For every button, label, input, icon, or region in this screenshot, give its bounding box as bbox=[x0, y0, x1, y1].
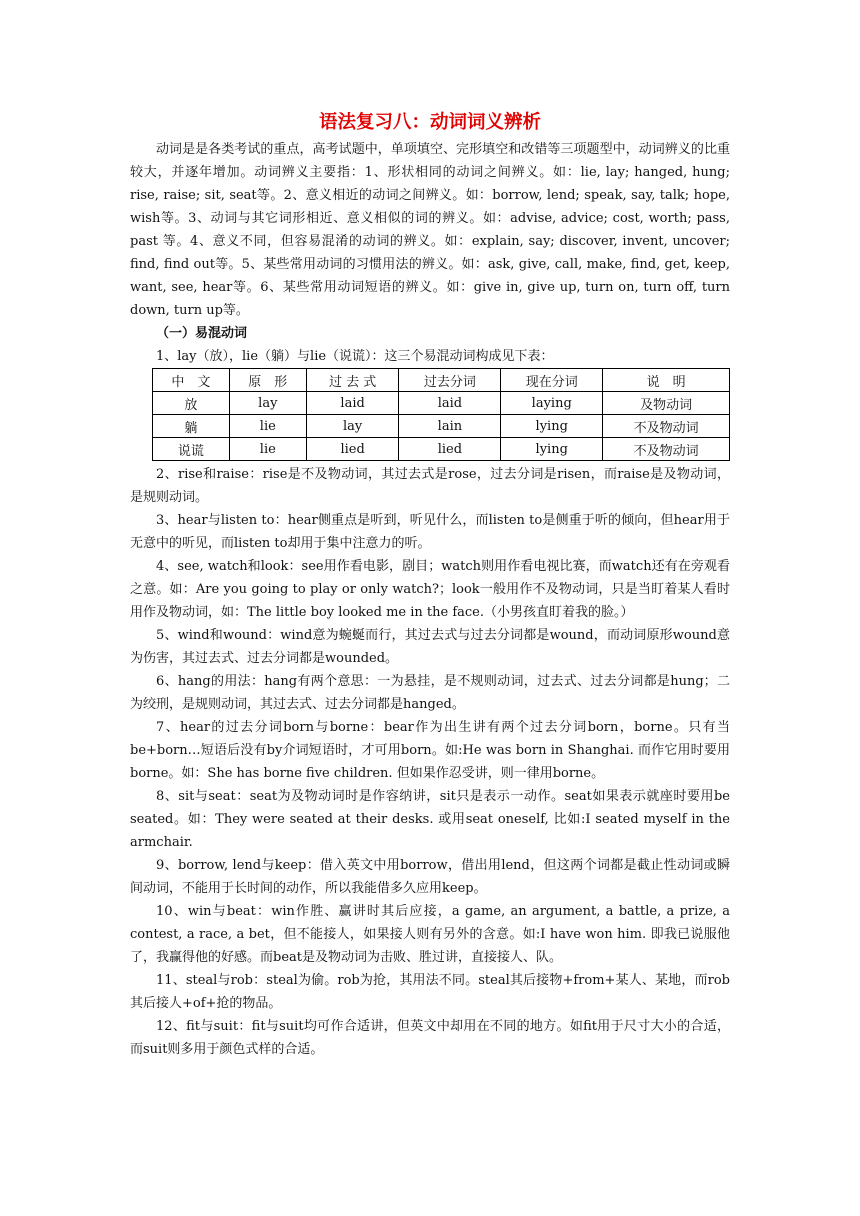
item-paragraph: 12、fit与suit：fit与suit均可作合适讲，但英文中却用在不同的地方。如fit用于尺寸大小的合适，而suit则多用于颜色式样的合适。 bbox=[130, 1019, 730, 1057]
header-cell: 中 文 bbox=[153, 369, 230, 392]
table-cell: 不及物动词 bbox=[603, 438, 730, 461]
item-paragraph: 2、rise和raise：rise是不及物动词，其过去式是rose，过去分词是risen，而raise是及物动词，是规则动词。 bbox=[130, 467, 730, 505]
table-cell: laying bbox=[501, 392, 603, 415]
table-cell: laid bbox=[306, 392, 399, 415]
section-heading: （一）易混动词 bbox=[156, 326, 248, 341]
table-cell: lain bbox=[399, 415, 501, 438]
item-paragraph: 5、wind和wound：wind意为蜿蜒而行，其过去式与过去分词都是wound，而动词原形wound意为伤害，其过去式、过去分词都是wounded。 bbox=[130, 628, 730, 666]
table-cell: 躺 bbox=[153, 415, 230, 438]
table-cell: lie bbox=[229, 415, 306, 438]
table-header-row bbox=[153, 369, 730, 392]
table-cell: lay bbox=[229, 392, 306, 415]
table-cell: lay bbox=[306, 415, 399, 438]
table-cell: 不及物动词 bbox=[603, 415, 730, 438]
item-paragraph: 6、hang的用法：hang有两个意思：一为悬挂，是不规则动词，过去式、过去分词都是hung；二为绞刑，是规则动词，其过去式、过去分词都是hanged。 bbox=[130, 674, 730, 712]
table-row bbox=[153, 415, 730, 438]
item-paragraph: 10、win与beat：win作胜、赢讲时其后应接，a game, an argument, a battle, a prize, a contest, a race, a bet，但不能接人，如果接人则有另外的含意。如:I have won him. 即我已说服他了，我赢得他的好感。而beat是及物动词为击败、胜过讲，直接接人、队。 bbox=[130, 904, 730, 965]
item-paragraph: 4、see, watch和look：see用作看电影，剧目；watch则用作看电视比赛，而watch还有在旁观看之意。如：Are you going to play or only watch?；look一般用作不及物动词，只是当盯着某人看时用作及物动词，如：The little boy looked me in the face.（小男孩直盯着我的脸。） bbox=[130, 559, 730, 620]
table-cell: 说谎 bbox=[153, 438, 230, 461]
verb-table bbox=[152, 368, 730, 461]
table-cell: laid bbox=[399, 392, 501, 415]
table-cell: lying bbox=[501, 415, 603, 438]
item-paragraph: 8、sit与seat：seat为及物动词时是作容纳讲，sit只是表示一动作。seat如果表示就座时要用be seated。如：They were seated at their desks. 或用seat oneself, 比如:I seated myself in the armchair. bbox=[130, 789, 730, 850]
table-cell: lying bbox=[501, 438, 603, 461]
table-row bbox=[153, 438, 730, 461]
intro-paragraph: 动词是是各类考试的重点，高考试题中，单项填空、完形填空和改错等三项题型中，动词辨义的比重较大，并逐年增加。动词辨义主要指：1、形状相同的动词之间辨义。如：lie, lay; hanged, hung; rise, raise; sit, seat等。2、意义相近的动词之间辨义。如：borrow, lend; speak, say, talk; hope, wish等。3、动词与其它词形相近、意义相似的词的辨义。如：advise, advice; cost, worth; pass, past 等。4、意义不同，但容易混淆的动词的辨义。如：explain, say; discover, invent, uncover; find, find out等。5、某些常用动词的习惯用法的辨义。如：ask, give, call, make, find, get, keep, want, see, hear等。6、某些常用动词短语的辨义。如：give in, give up, turn on, turn off, turn down, turn up等。 bbox=[130, 142, 730, 318]
document-page bbox=[130, 108, 730, 1061]
header-cell: 原 形 bbox=[229, 369, 306, 392]
header-cell: 过去分词 bbox=[399, 369, 501, 392]
table-row bbox=[153, 392, 730, 415]
header-cell: 现在分词 bbox=[501, 369, 603, 392]
table-caption: 1、lay（放），lie（躺）与lie（说谎）：这三个易混动词构成见下表： bbox=[156, 349, 554, 364]
table-cell: lie bbox=[229, 438, 306, 461]
header-cell: 过 去 式 bbox=[306, 369, 399, 392]
item-paragraph: 7、hear的过去分词born与borne：bear作为出生讲有两个过去分词born，borne。只有当be+born…短语后没有by介词短语时，才可用born。如:He was born in Shanghai. 而作它用时要用borne。如：She has borne five children. 但如果作忍受讲，则一律用borne。 bbox=[130, 720, 730, 781]
table-cell: 放 bbox=[153, 392, 230, 415]
table-cell: 及物动词 bbox=[603, 392, 730, 415]
table-cell: lied bbox=[399, 438, 501, 461]
header-cell: 说 明 bbox=[603, 369, 730, 392]
item-paragraph: 11、steal与rob：steal为偷。rob为抢，其用法不同。steal其后接物+from+某人、某地，而rob其后接人+of+抢的物品。 bbox=[130, 973, 730, 1011]
table-cell: lied bbox=[306, 438, 399, 461]
item-paragraph: 9、borrow, lend与keep：借入英文中用borrow，借出用lend，但这两个词都是截止性动词或瞬间动词，不能用于长时间的动作，所以我能借多久应用keep。 bbox=[130, 858, 730, 896]
item-paragraph: 3、hear与listen to：hear侧重点是听到，听见什么，而listen to是侧重于听的倾向，但hear用于无意中的听见，而listen to却用于集中注意力的听。 bbox=[130, 513, 730, 551]
document-title: 语法复习八：动词词义辨析 bbox=[318, 112, 541, 133]
